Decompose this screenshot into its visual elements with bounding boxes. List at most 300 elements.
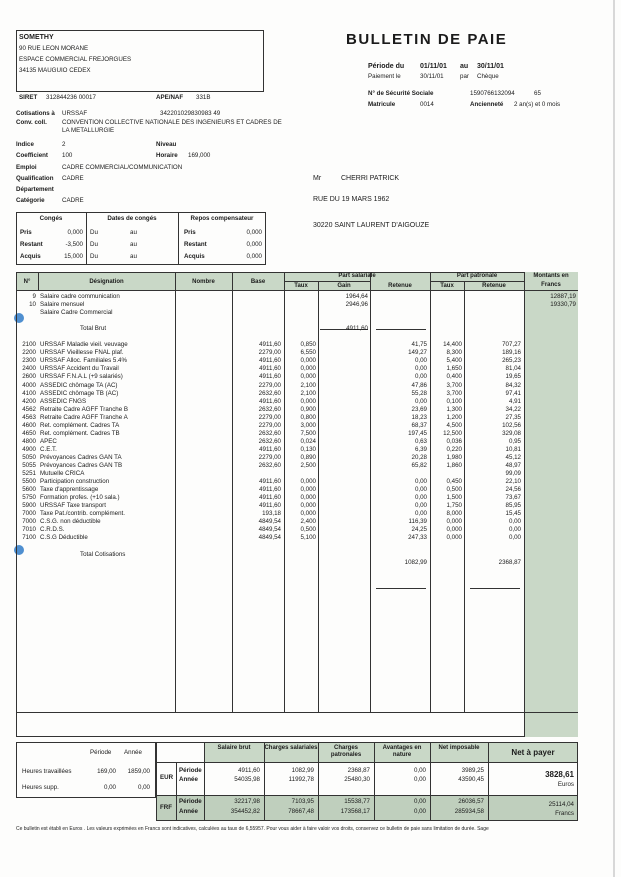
table-cell-taux: 0,000 [300,357,316,365]
table-cell-gain [318,494,368,502]
conv-label: Conv. coll. [16,119,47,126]
table-cell-taux [284,309,316,317]
table-cell-des: Participation construction [40,478,110,486]
col-taux-p [430,293,462,567]
table-cell-ret: 65,82 [411,461,427,469]
totals-header-line [156,762,578,763]
table-inner-bottom-line [16,712,578,713]
periode-label: Période du [368,63,405,70]
table-cell-tp [430,293,462,301]
table-cell-ret: 20,28 [411,453,427,461]
table-cell-num: 4200 [22,397,36,405]
hdr-taux-p: Taux [440,283,454,289]
hours-annee-hdr: Année [124,749,142,756]
table-cell-base [234,309,281,317]
table-cell-base: 2632,60 [258,461,281,469]
table-cell-rp: 27,35 [505,413,521,421]
table-cell-base: 2632,60 [258,437,281,445]
table-cell-gain [318,341,368,349]
table-cell-tp: 5,400 [446,357,462,365]
table-cell-fr [524,518,576,526]
table-cell-ret: 197,45 [408,429,427,437]
table-cell-taux [284,542,316,550]
table-cell-tp: 1,750 [446,502,462,510]
table-cell-taux [284,293,316,301]
conges-cell-l: Pris [20,229,32,236]
table-cell-base: 2279,00 [258,349,281,357]
conges-cell-l: Acquis [20,253,41,260]
emploi-value: CADRE COMMERCIAL/COMMUNICATION [62,164,183,171]
employee-address: RUE DU 19 MARS 1962 [313,196,390,203]
totals-cell-frf_periode: 7103,95 [291,798,314,805]
table-cell-des: URSSAF Accident du Travail [40,365,119,373]
table-cell-des: Prévoyances Cadres GAN TA [40,453,122,461]
table-cell-base: 4911,60 [259,357,281,365]
paiement-date: 30/11/01 [420,73,444,80]
conges-cell-du: Du [90,241,98,248]
header-bottom-line [16,290,578,291]
totals-cell-eur_periode: 0,00 [413,767,426,774]
table-cell-rp: 4,91 [508,397,521,405]
table-cell-tp [430,559,462,567]
table-cell-rp [464,317,521,325]
table-cell-des: Total Brut [80,325,107,333]
conv-line1: CONVENTION COLLECTIVE NATIONALE DES INGENIEURS ET CADRES DE [62,119,282,126]
totals-cell-frf_annee: 173568,17 [340,808,370,815]
table-cell-taux: 0,500 [300,526,316,534]
table-cell-ret: 0,00 [414,373,427,381]
net-eur-value: 3828,61 [545,770,574,779]
table-cell-fr: 19330,79 [550,301,576,309]
conges-cell-au: au [130,229,137,236]
table-cell-base: 4911,60 [259,478,281,486]
conges-h1: Congés [39,215,63,222]
table-cell-tp: 0,100 [446,397,462,405]
table-cell-gain [318,518,368,526]
table-cell-gain: 4911,60 [346,325,368,333]
eur-label: EUR [160,774,174,781]
table-cell-rp: 99,09 [505,470,521,478]
col-line-designation [175,272,176,712]
col-num [16,293,36,567]
table-cell-tp: 8,300 [446,349,462,357]
table-cell-gain [318,559,368,567]
hdr-part-sal: Part salariale [338,273,376,279]
table-cell-num [16,325,36,333]
table-cell-base: 4911,60 [259,502,281,510]
hdr-charges-sal: Charges salariales [264,745,318,751]
hdr-designation: Désignation [89,279,124,285]
heures-supp-label: Heures supp. [22,784,59,791]
par-value: Chèque [477,73,499,80]
table-cell-num [16,559,36,567]
table-cell-gain [318,534,368,542]
table-cell-gain [318,478,368,486]
table-cell-ret: 247,33 [408,534,427,542]
horaire-value: 169,000 [188,152,211,159]
table-cell-fr [524,341,576,349]
nss-value: 1590766132094 [470,90,515,97]
table-cell-ret: 18,23 [411,413,427,421]
table-cell-base [234,559,281,567]
table-cell-num: 4800 [22,437,36,445]
table-cell-des: Taxe Pat./contrib. complément. [40,510,125,518]
dept-label: Département [16,186,54,193]
table-cell-num: 7010 [22,526,36,534]
periode-to: 30/11/01 [477,63,504,70]
table-cell-ret: 0,00 [414,478,427,486]
col-taux [284,293,316,567]
table-cell-num: 2300 [22,357,36,365]
cotis-num: 342201029830983 49 [160,110,221,117]
table-cell-ret [370,333,427,341]
table-cell-fr [524,446,576,454]
heures-supp-annee: 0,00 [137,784,150,791]
employer-name: SOMETHY [19,34,54,41]
table-cell-des: Salaire Cadre Commercial [40,309,113,317]
table-cell-ret: 23,69 [411,405,427,413]
conges-cell-v: -3,500 [65,241,83,248]
table-cell-fr [524,559,576,567]
table-cell-des: Ret. complément. Cadres TA [40,421,120,429]
table-cell-base: 193,18 [262,510,281,518]
hdr-num: N° [23,279,31,285]
table-cell-tp: 0,500 [446,486,462,494]
table-cell-num: 9 [32,293,36,300]
table-cell-taux: 2,500 [300,461,316,469]
table-cell-tp: 1,860 [446,461,462,469]
table-cell-des: ASSEDIC FNGS [40,397,87,405]
col-francs [524,293,576,567]
table-cell-ret [370,551,427,559]
totals-cell-eur_annee: 54035,98 [234,776,260,783]
table-cell-ret: 0,00 [414,357,427,365]
table-cell-gain [318,365,368,373]
table-cell-fr [524,317,576,325]
table-cell-num: 5600 [22,486,36,494]
table-cell-tp: 14,400 [443,341,462,349]
table-cell-rp: 0,00 [508,534,521,542]
hdr-avantages: Avantages en nature [382,745,422,758]
conges-cell-v: 15,000 [64,253,83,260]
table-cell-base: 4911,60 [259,373,281,381]
table-cell-rp: 73,67 [505,494,521,502]
table-cell-ret: 0,00 [414,397,427,405]
table-cell-gain [318,333,368,341]
table-cell-base: 2632,60 [258,405,281,413]
niveau-label: Niveau [156,141,177,148]
col-gain [318,293,368,567]
indice-label: Indice [16,141,34,148]
conges-cell-au: au [130,253,137,260]
table-cell-num: 5050 [22,453,36,461]
matricule-value: 0014 [420,101,434,108]
table-cell-taux: 3,000 [300,421,316,429]
hdr-gain: Gain [337,283,351,289]
table-cell-ret [370,301,427,309]
totals-frf-line [156,795,578,796]
table-cell-tp: 0,400 [446,373,462,381]
table-cell-taux: 2,400 [300,518,316,526]
table-cell-rp: 48,97 [505,461,521,469]
table-cell-num: 7100 [22,534,36,542]
table-cell-fr [524,510,576,518]
totals-cell-eur_annee: 43590,45 [458,776,484,783]
conges-cell-l: Restant [20,241,43,248]
table-cell-num: 4600 [22,421,36,429]
table-cell-tp: 0,000 [446,534,462,542]
totals-cell-eur_periode: 2368,87 [347,767,370,774]
col-retenue [370,293,427,567]
table-cell-fr [524,382,576,390]
employee-name: CHERRI PATRICK [341,175,400,182]
table-cell-tp: 0,000 [446,518,462,526]
table-cell-ret: 47,86 [411,381,427,389]
heures-trav-annee: 1859,00 [127,768,150,775]
table-cell-fr [524,454,576,462]
table-cell-num: 4900 [22,445,36,453]
table-cell-gain [318,422,368,430]
table-cell-base [234,551,281,559]
conges-cell-v: 0,000 [67,229,83,236]
table-cell-des [40,333,174,341]
table-cell-tp: 0,450 [446,478,462,486]
table-cell-taux: 0,800 [300,413,316,421]
table-cell-ret: 0,63 [414,437,427,445]
hdr-francs: Francs [541,282,561,288]
table-cell-fr [524,551,576,559]
table-cell-fr [524,365,576,373]
table-cell-fr [524,534,576,542]
table-cell-des: URSSAF Taxe transport [40,502,106,510]
conv-line2: LA METALLURGIE [62,127,115,134]
part-pat-underline [430,281,524,282]
table-cell-num [16,333,36,341]
table-cell-ret [370,317,427,325]
table-cell-fr [524,422,576,430]
table-cell-rp: 329,08 [502,429,521,437]
table-cell-taux [284,333,316,341]
table-cell-tp: 1,300 [446,405,462,413]
emploi-label: Emploi [16,164,37,171]
table-cell-rp: 2368,87 [498,558,521,566]
table-cell-tp: 1,650 [446,365,462,373]
table-cell-tp: 3,700 [446,381,462,389]
table-cell-num [16,309,36,317]
totals-cell-frf_annee: 354452,82 [230,808,260,815]
table-cell-ret: 68,37 [411,421,427,429]
table-cell-gain [318,349,368,357]
totals-cell-frf_annee: 285934,58 [454,808,484,815]
table-cell-gain [318,470,368,478]
table-cell-des: C.E.T. [40,445,57,453]
table-cell-tp [430,542,462,550]
siret-label: SIRET [19,94,38,101]
hdr-part-pat: Part patronale [456,273,498,279]
table-cell-des: C.S.G. non déductible [40,518,101,526]
table-cell-fr [524,462,576,470]
table-cell-tp [430,309,462,317]
conges-h3: Repos compensateur [190,215,254,222]
table-cell-rp [464,333,521,341]
table-cell-des: Taxe d'apprentissage [40,486,99,494]
table-cell-taux: 2,100 [300,389,316,397]
table-cell-ret: 24,25 [411,526,427,534]
table-cell-des: URSSAF Vieillesse FNAL plaf. [40,349,124,357]
table-cell-num: 2200 [22,349,36,357]
table-cell-tp: 4,500 [446,421,462,429]
table-cell-des: Mutuelle CRICA [40,470,85,478]
periode-from: 01/11/01 [420,63,447,70]
table-cell-rp: 84,32 [505,381,521,389]
table-cell-taux [284,317,316,325]
conges-cell-du: Du [90,229,98,236]
table-cell-base: 2279,00 [258,421,281,429]
table-cell-des: ASSEDIC chômage TB (AC) [40,389,119,397]
table-cell-base: 2279,00 [258,381,281,389]
heures-trav-label: Heures travaillées [22,768,72,775]
table-cell-taux: 0,900 [300,405,316,413]
table-cell-gain [318,462,368,470]
table-cell-gain [318,446,368,454]
footer-note: Ce bulletin est établi en Euros . Les valeurs exprimées en Francs sont indicatives, calculées au taux de 6,55957. Pour vous aider à faire valoir vos droits, conservez ce bulletin de paie sans limitation de durée. Sage [16,826,489,832]
table-cell-fr [524,478,576,486]
net-frf-value: 25114,04 [548,801,574,808]
net-a-payer-label: Net à payer [511,748,555,757]
table-cell-des [40,317,174,325]
table-cell-fr [524,494,576,502]
totals-cell-eur_annee: 25480,30 [344,776,370,783]
table-cell-gain [318,486,368,494]
table-cell-num: 2100 [22,341,36,349]
conges-cell-rl: Pris [184,229,196,236]
table-cell-taux: 0,000 [300,510,316,518]
table-cell-gain [318,526,368,534]
table-cell-base: 4849,54 [258,526,281,534]
table-cell-taux: 2,100 [300,381,316,389]
table-cell-num: 4000 [22,381,36,389]
table-cell-tp [430,470,462,478]
table-cell-num [16,542,36,550]
table-cell-fr [524,357,576,365]
table-cell-ret [370,309,427,317]
table-cell-num: 5750 [22,494,36,502]
table-cell-gain: 1964,64 [345,293,368,300]
table-cell-gain [318,430,368,438]
table-cell-des: Total Cotisations [80,550,126,558]
table-cell-ret: 55,28 [411,389,427,397]
table-cell-tp: 3,700 [446,389,462,397]
table-cell-fr [524,486,576,494]
table-cell-fr [524,325,576,333]
table-cell-base [234,333,281,341]
table-cell-rp: 97,41 [505,389,521,397]
coef-value: 100 [62,152,73,159]
table-cell-gain [318,438,368,446]
totals-cell-eur_periode: 4911,60 [238,767,260,774]
table-cell-des: APEC [40,437,57,445]
frf-label: FRF [160,804,173,811]
table-cell-des: C.R.D.S. [40,526,65,534]
employer-city: 34135 MAUGUIO CEDEX [19,67,91,74]
table-cell-tp [430,325,462,333]
table-cell-tp [430,301,462,309]
frf-periode-label: Période [179,798,202,805]
table-cell-num [16,317,36,325]
table-cell-base: 4911,60 [259,494,281,502]
conges-cell-du: Du [90,253,98,260]
table-cell-rp: 0,00 [508,518,521,526]
table-cell-gain [318,510,368,518]
table-cell-num: 7000 [22,510,36,518]
table-cell-base [234,325,281,333]
table-cell-taux [284,551,316,559]
table-cell-ret [370,470,427,478]
conges-cell-rv: 0,000 [246,229,262,236]
table-cell-tp: 8,000 [446,510,462,518]
table-cell-rp: 265,23 [502,357,521,365]
table-cell-tp: 12,500 [443,429,462,437]
table-cell-rp: 102,56 [502,421,521,429]
table-cell-base: 4849,54 [258,518,281,526]
table-cell-fr [524,309,576,317]
employee-city: 30220 SAINT LAURENT D'AIGOUZE [313,222,430,229]
net-frf-unit: Francs [555,810,574,817]
totals-cell-frf_periode: 15538,77 [344,798,370,805]
table-cell-num: 4563 [22,413,36,421]
table-cell-tp: 1,200 [446,413,462,421]
table-cell-gain [318,454,368,462]
table-cell-des: URSSAF Maladie vieil. veuvage [40,341,128,349]
table-cell-taux: 0,000 [300,494,316,502]
table-cell-rp: 85,95 [505,502,521,510]
part-sal-underline [284,281,370,282]
hdr-base: Base [250,279,266,285]
table-cell-gain [318,357,368,365]
table-cell-rp: 45,12 [505,453,521,461]
table-cell-base: 4911,60 [259,486,281,494]
table-cell-taux [284,325,316,333]
table-cell-taux: 0,000 [300,478,316,486]
table-cell-rp: 707,27 [502,341,521,349]
table-cell-ret: 116,39 [408,518,427,526]
table-cell-taux [284,559,316,567]
table-cell-rp [464,309,521,317]
table-cell-gain: 2946,96 [345,301,368,309]
table-cell-fr [524,542,576,550]
eur-periode-label: Période [179,767,202,774]
table-cell-num: 5900 [22,502,36,510]
table-cell-rp [464,293,521,301]
table-cell-fr [524,526,576,534]
col-retenue-p [464,293,521,567]
hdr-taux: Taux [294,283,308,289]
table-cell-gain [318,542,368,550]
table-cell-base: 4911,60 [259,341,281,349]
table-cell-rp: 15,45 [505,510,521,518]
table-cell-rp [464,301,521,309]
periode-au-label: au [460,63,469,70]
totals-cell-eur_annee: 11992,78 [288,776,314,783]
table-cell-num: 4650 [22,429,36,437]
table-cell-gain [318,309,368,317]
cotis-org: URSSAF [62,110,88,117]
table-cell-taux: 0,000 [300,365,316,373]
table-cell-gain [318,502,368,510]
table-cell-rp: 19,65 [505,373,521,381]
table-cell-taux: 0,000 [300,486,316,494]
table-cell-tp [430,333,462,341]
